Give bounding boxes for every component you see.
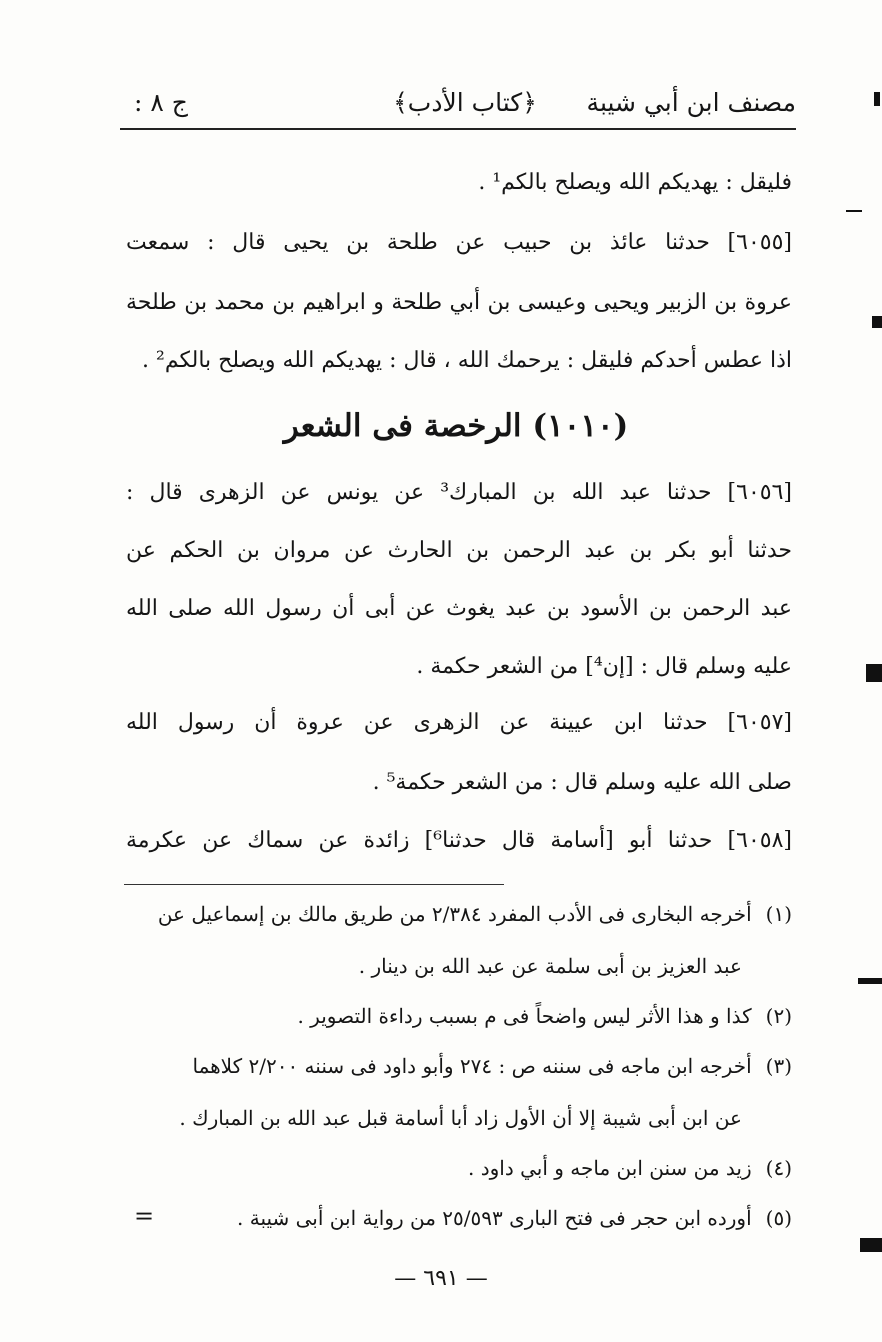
hadith-6058-line-1: [٦٠٥٨] حدثنا أبو [أسامة قال حدثنا⁶] زائدة عن سماك عن عكرمة [126, 828, 792, 853]
scan-edge-mark [846, 210, 862, 212]
hadith-6055-line-3: اذا عطس أحدكم فليقل : يرحمك الله ، قال : يهديكم الله ويصلح بالكم² . [142, 348, 792, 373]
hadith-6055-line-2: عروة بن الزبير ويحيى وعيسى بن أبي طلحة و ابراهيم بن محمد بن طلحة [126, 290, 792, 315]
footnote-4 [468, 1154, 792, 1182]
footnote-2 [297, 1002, 792, 1030]
footnote-text: أورده ابن حجر فى فتح البارى ٢٥/٥٩٣ من رواية ابن أبى شيبة . [237, 1206, 752, 1230]
footnote-5 [237, 1204, 792, 1232]
footnote-number: (١) [765, 902, 792, 926]
running-header [120, 82, 796, 130]
footnote-text: زيد من سنن ابن ماجه و أبي داود . [468, 1156, 752, 1180]
section-heading: (١٠١٠) الرخصة فى الشعر [283, 408, 629, 444]
hadith-6056-line-1: [٦٠٥٦] حدثنا عبد الله بن المبارك³ عن يونس عن الزهرى قال : [126, 480, 792, 505]
text-line: فليقل : يهديكم الله ويصلح بالكم¹ . [478, 170, 792, 195]
footnote-3 [192, 1052, 792, 1080]
scan-edge-mark [874, 92, 880, 106]
footnote-number: (٣) [765, 1054, 792, 1078]
scan-edge-mark [860, 1238, 882, 1252]
footnote-number: (٥) [765, 1206, 792, 1230]
hadith-6056-line-3: عبد الرحمن بن الأسود بن عبد يغوث عن أبى أن رسول الله صلى الله [126, 596, 792, 621]
hadith-6057-line-2: صلى الله عليه وسلم قال : من الشعر حكمة⁵ . [372, 770, 792, 795]
chapter-title: ﴿كتاب الأدب﴾ [393, 88, 537, 117]
continuation-mark: = [134, 1202, 155, 1230]
footnote-number: (٤) [765, 1156, 792, 1180]
footnote-number: (٢) [765, 1004, 792, 1028]
hadith-6056-line-4: عليه وسلم قال : [إن⁴] من الشعر حكمة . [416, 654, 792, 679]
footnote-1 [158, 900, 792, 928]
hadith-6055-line-1: [٦٠٥٥] حدثنا عائذ بن حبيب عن طلحة بن يحيى قال : سمعت [126, 230, 792, 255]
volume-number: ج ٨ : [134, 88, 188, 117]
hadith-6056-line-2: حدثنا أبو بكر بن عبد الرحمن بن الحارث عن مروان بن الحكم عن [126, 538, 792, 563]
page-number: — ٦٩١ — [394, 1266, 488, 1291]
footnote-text: كذا و هذا الأثر ليس واضحاً فى م بسبب رداءة التصوير . [297, 1004, 752, 1028]
scan-edge-mark [866, 664, 882, 682]
header-rule [120, 128, 796, 130]
footnote-text: أخرجه ابن ماجه فى سننه ص : ٢٧٤ وأبو داود فى سننه ٢/٢٠٠ كلاهما [192, 1054, 752, 1078]
book-title: مصنف ابن أبي شيبة [586, 88, 796, 117]
footnote-1-continued: عبد العزيز بن أبى سلمة عن عبد الله بن دينار . [358, 954, 742, 978]
scan-edge-mark [858, 978, 882, 984]
footnote-rule [124, 884, 504, 885]
footnote-3-continued: عن ابن أبى شيبة إلا أن الأول زاد أبا أسامة قبل عبد الله بن المبارك . [179, 1106, 742, 1130]
scan-edge-mark [872, 316, 882, 328]
hadith-6057-line-1: [٦٠٥٧] حدثنا ابن عيينة عن الزهرى عن عروة أن رسول الله [126, 710, 792, 735]
footnote-text: أخرجه البخارى فى الأدب المفرد ٢/٣٨٤ من طريق مالك بن إسماعيل عن [157, 902, 752, 926]
